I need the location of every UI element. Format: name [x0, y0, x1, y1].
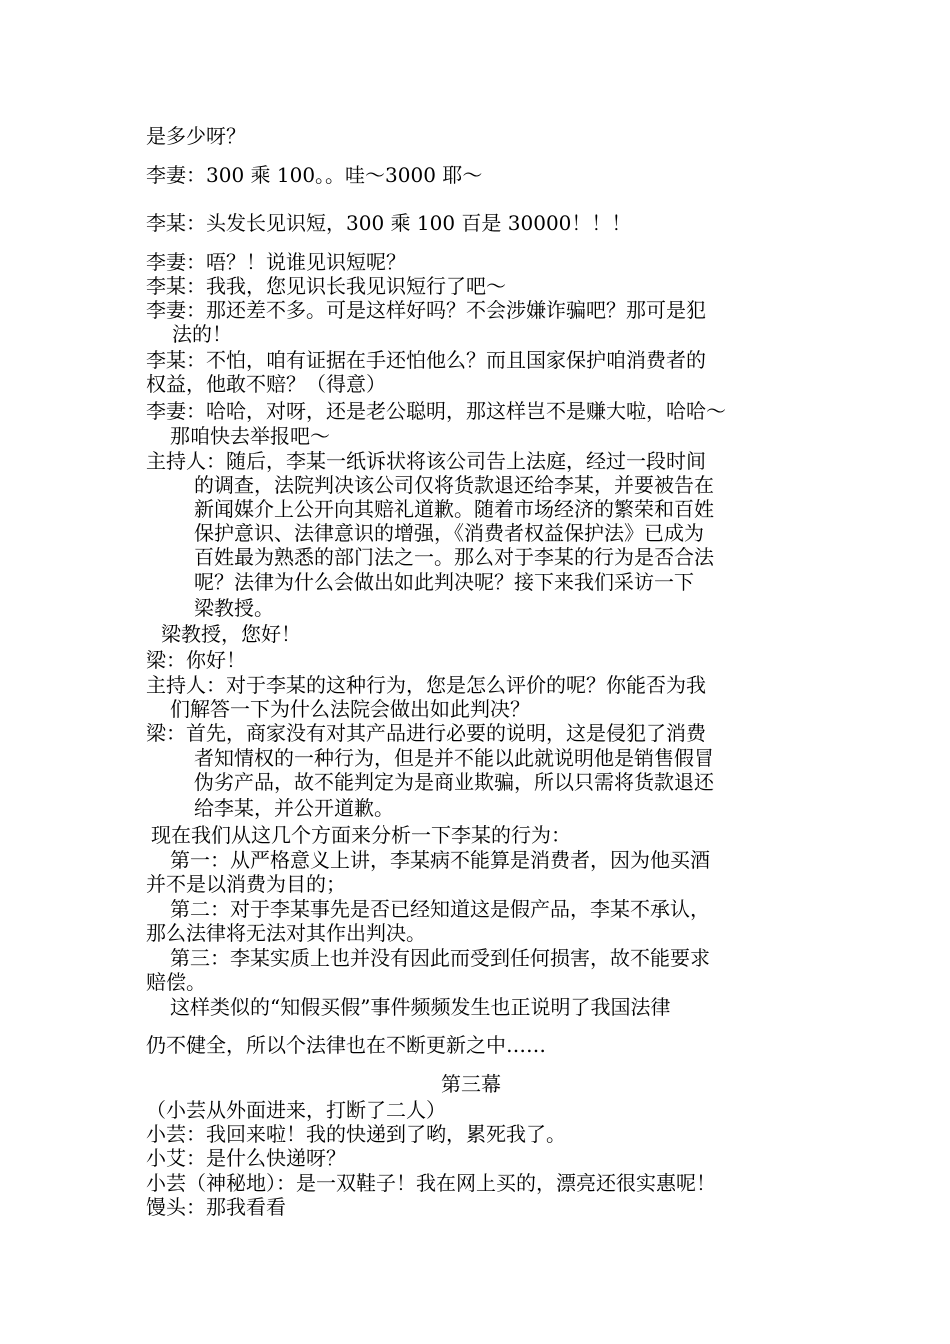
- text-line: 李某：我我，您见识长我见识短行了吧～: [146, 274, 506, 298]
- text-line: 李妻：300 乘 100。。哇～3000 耶～: [146, 163, 483, 187]
- text-line: 小芸（神秘地）：是一双鞋子！我在网上买的，漂亮还很实惠呢！: [146, 1171, 716, 1195]
- text-line: 第一：从严格意义上讲，李某病不能算是消费者，因为他买酒: [170, 848, 710, 872]
- text-line: 李某：头发长见识短，300 乘 100 百是 30000！！！: [146, 211, 632, 235]
- text-line: 是多少呀？: [146, 124, 246, 148]
- section-heading: 第三幕: [441, 1072, 501, 1096]
- text-line: 李妻：那还差不多。可是这样好吗？不会涉嫌诈骗吧？那可是犯: [146, 298, 706, 322]
- text-line: 梁：你好！: [146, 648, 246, 672]
- text-line: 梁教授，您好！: [161, 622, 301, 646]
- text-line: 伪劣产品，故不能判定为是商业欺骗，所以只需将货款退还: [194, 770, 714, 794]
- text-line: 主持人：对于李某的这种行为，您是怎么评价的呢？你能否为我: [146, 673, 706, 697]
- text-line: 第三：李某实质上也并没有因此而受到任何损害，故不能要求: [170, 946, 710, 970]
- text-line: 李某：不怕，咱有证据在手还怕他么？而且国家保护咱消费者的: [146, 348, 706, 372]
- text-line: 百姓最为熟悉的部门法之一。那么对于李某的行为是否合法: [194, 545, 714, 569]
- text-line: 给李某，并公开道歉。: [194, 796, 394, 820]
- text-line: 仍不健全，所以个法律也在不断更新之中……: [146, 1033, 546, 1057]
- text-line: 李妻：哈哈，对呀，还是老公聪明，那这样岂不是赚大啦，哈哈～: [146, 399, 726, 423]
- text-line: 小芸：我回来啦！我的快递到了哟，累死我了。: [146, 1122, 566, 1146]
- text-line: 主持人：随后，李某一纸诉状将该公司告上法庭，经过一段时间: [146, 449, 706, 473]
- text-line: 赔偿。: [146, 970, 206, 994]
- text-line: 馒头：那我看看: [146, 1195, 286, 1219]
- text-line: 那咱快去举报吧～: [170, 424, 330, 448]
- text-line: 法的！: [172, 322, 232, 346]
- text-line: 们解答一下为什么法院会做出如此判决？: [170, 697, 530, 721]
- text-line: 那么法律将无法对其作出判决。: [146, 921, 426, 945]
- text-line: 呢？法律为什么会做出如此判决呢？接下来我们采访一下: [194, 570, 694, 594]
- text-line: 梁：首先，商家没有对其产品进行必要的说明，这是侵犯了消费: [146, 721, 706, 745]
- text-line: 并不是以消费为目的；: [146, 872, 346, 896]
- text-line: 李妻：唔？！说谁见识短呢？: [146, 250, 406, 274]
- text-line: 梁教授。: [194, 596, 274, 620]
- text-line: 新闻媒介上公开向其赔礼道歉。随着市场经济的繁荣和百姓: [194, 497, 714, 521]
- text-line: 这样类似的“知假买假”事件频频发生也正说明了我国法律: [170, 995, 671, 1019]
- text-line: 小艾：是什么快递呀？: [146, 1146, 346, 1170]
- text-line: 权益，他敢不赔？（得意）: [146, 372, 386, 396]
- stage-direction: （小芸从外面进来，打断了二人）: [146, 1098, 446, 1122]
- text-line: 第二：对于李某事先是否已经知道这是假产品，李某不承认，: [170, 897, 710, 921]
- text-line: 的调查，法院判决该公司仅将货款退还给李某，并要被告在: [194, 473, 714, 497]
- text-line: 保护意识、法律意识的增强，《消费者权益保护法》已成为: [194, 521, 704, 545]
- text-line: 现在我们从这几个方面来分析一下李某的行为：: [151, 823, 571, 847]
- text-line: 者知情权的一种行为，但是并不能以此就说明他是销售假冒: [194, 746, 714, 770]
